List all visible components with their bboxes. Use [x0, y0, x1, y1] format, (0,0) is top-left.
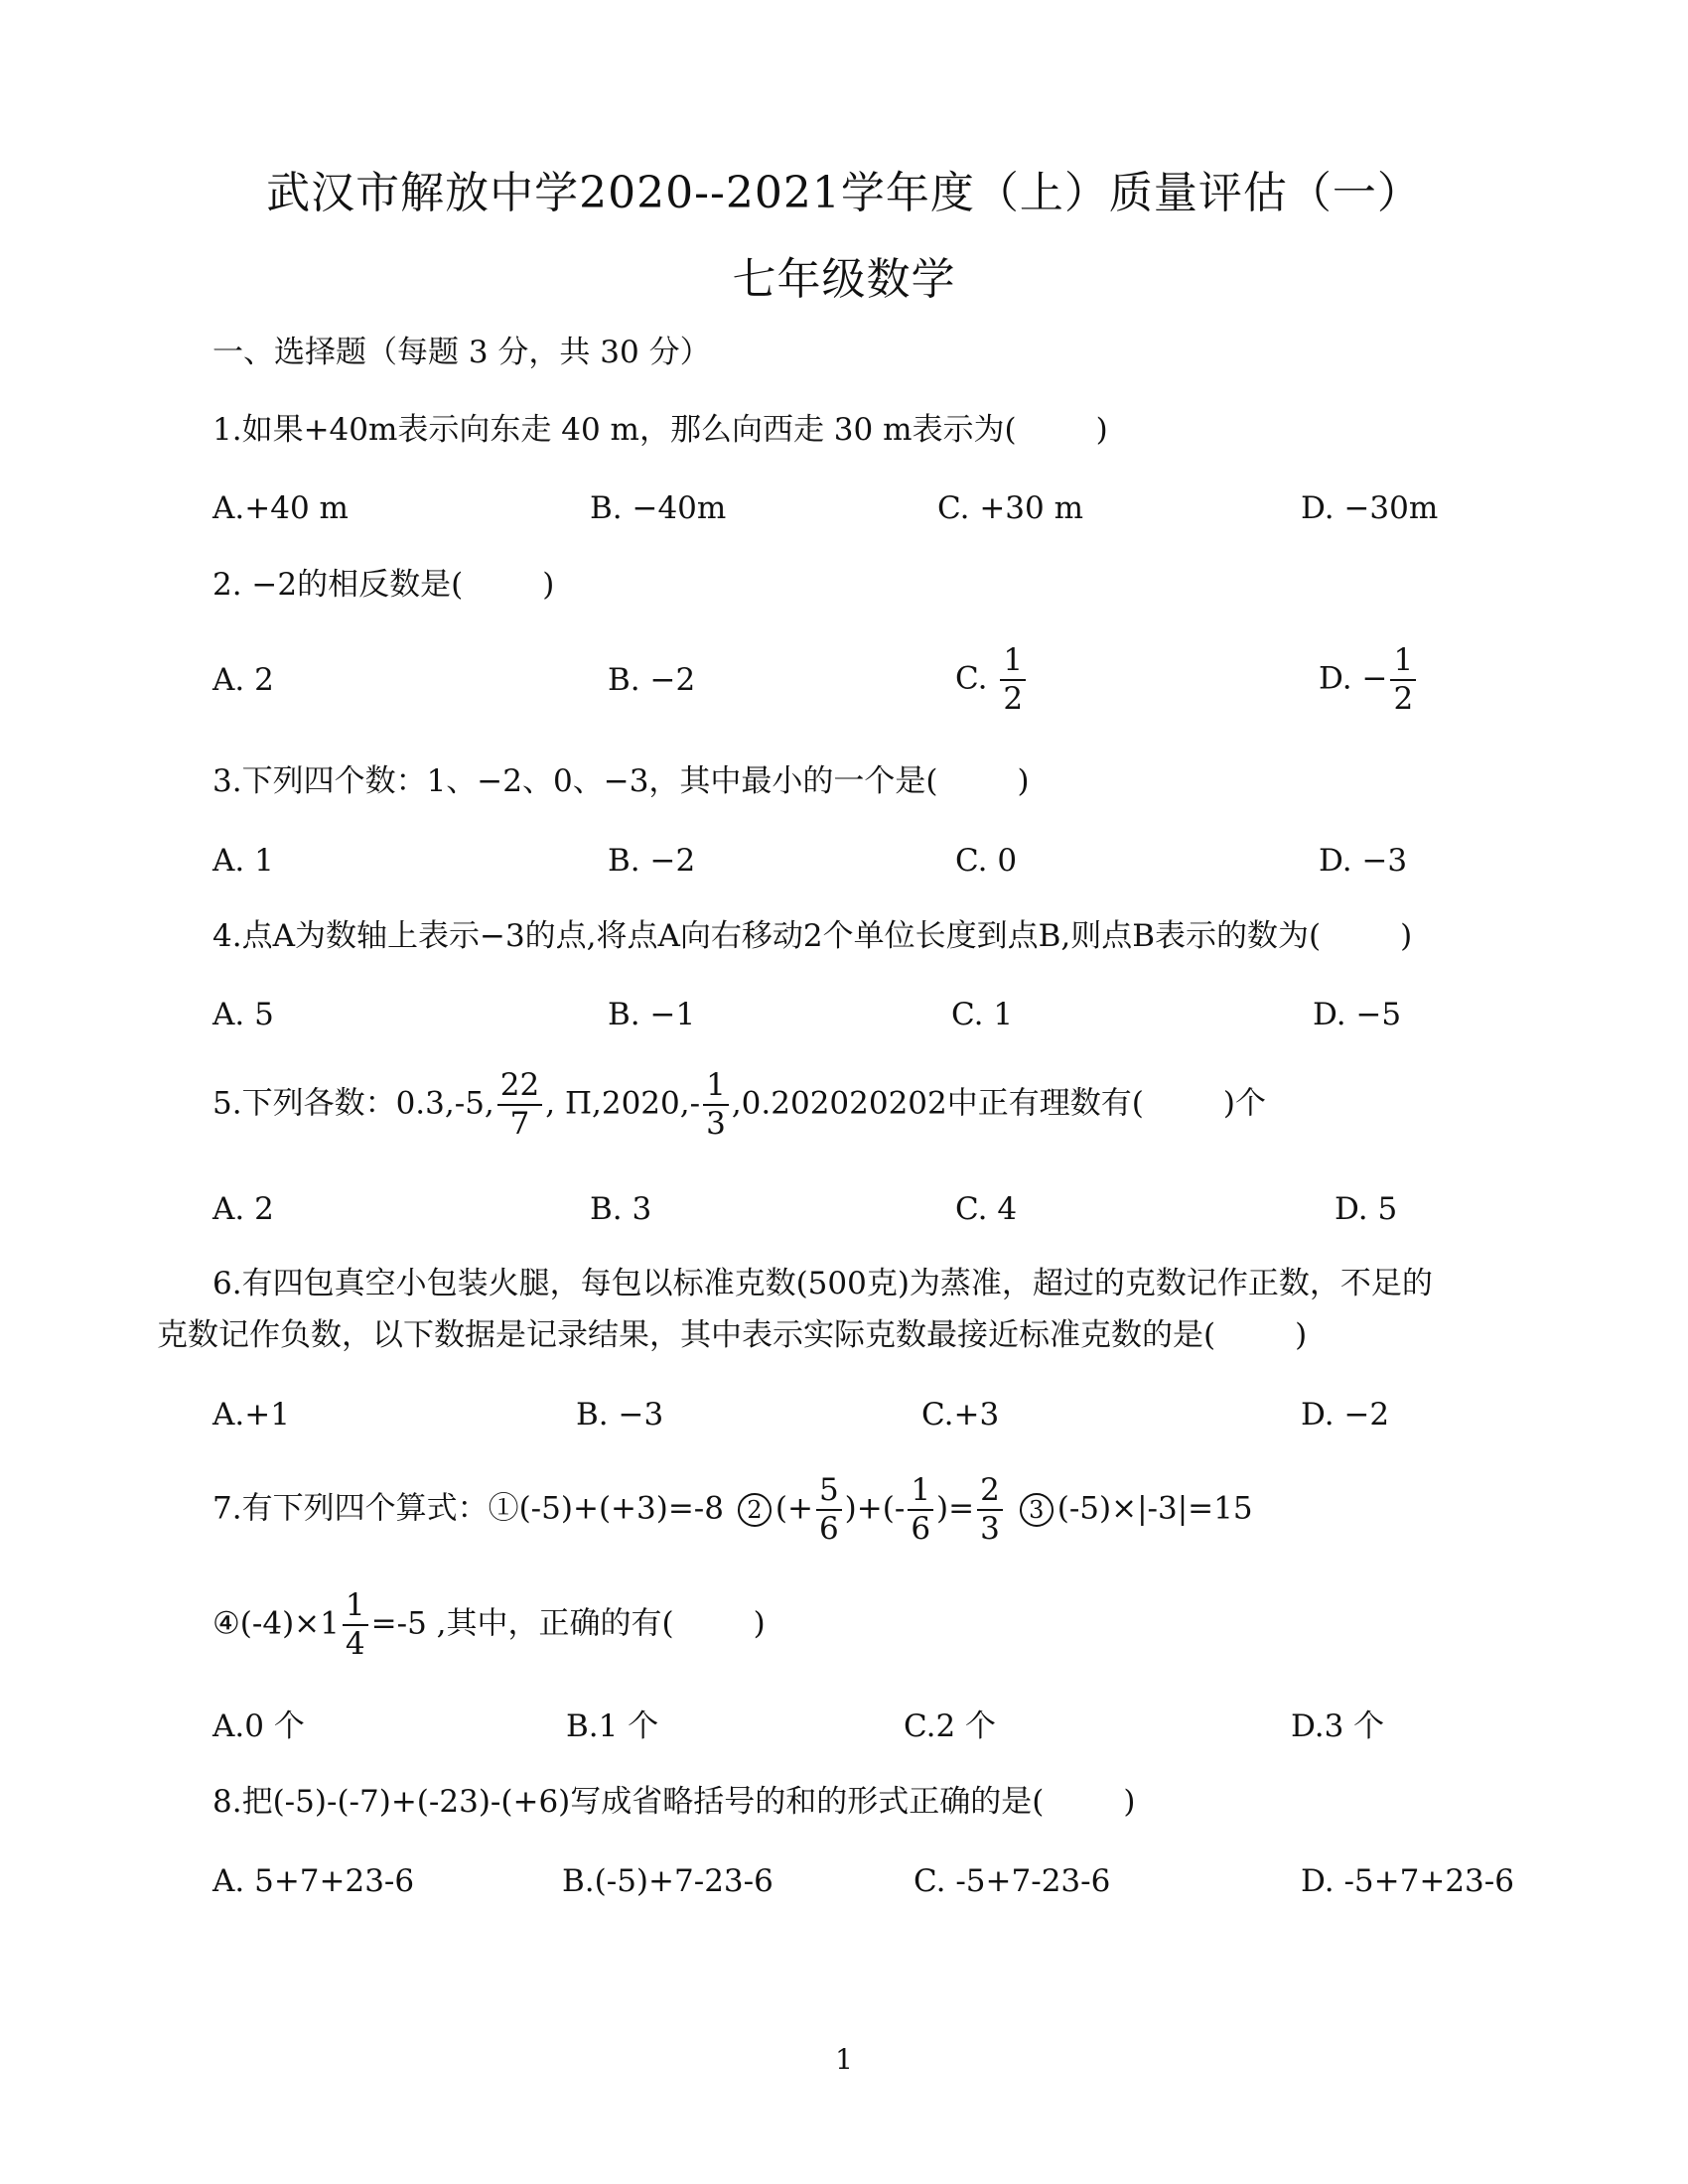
q1-option-d: D. −30m — [1301, 490, 1439, 526]
question-3: 3.下列四个数：1、−2、0、−3，其中最小的一个是( ) — [212, 763, 1030, 799]
fraction: $\frac{2}{3}$ — [977, 1475, 1003, 1545]
question-6-line-2: 克数记作负数，以下数据是记录结果，其中表示实际克数最接近标准克数的是( ) — [157, 1317, 1308, 1353]
question-8: 8.把(-5)-(-7)+(-23)-(+6)写成省略括号的和的形式正确的是( ) — [212, 1784, 1136, 1820]
question-7: 7.有下列四个算式：①(-5)+(+3)=-8 2 (+ $\frac{5}{6}$ )+(- $\frac{1}{6}$ )= $\frac{2}{3}$ 3 (-5)×|-3|=15 — [212, 1472, 1253, 1547]
question-5: 5.下列各数：0.3,-5, $\frac{22}{7}$ , Π,2020,- $\frac{1}{3}$ ,0.202020202中正有理数有( )个 — [212, 1067, 1266, 1142]
q8-option-c: C. -5+7-23-6 — [914, 1863, 1111, 1899]
page-number: 1 — [835, 2043, 853, 2076]
circled-number: 3 — [1020, 1493, 1054, 1527]
fraction: $\frac{1}{2}$ — [1000, 645, 1026, 715]
question-7-line-2: ④(-4)×1 $\frac{1}{4}$ =-5 ,其中，正确的有( ) — [212, 1587, 766, 1662]
q1-option-a: A.+40 m — [212, 490, 349, 526]
q3-option-d: D. −3 — [1319, 843, 1408, 879]
fraction: $\frac{1}{2}$ — [1390, 645, 1416, 715]
q2-option-b: B. −2 — [608, 662, 696, 698]
q7-option-b: B.1 个 — [566, 1708, 659, 1744]
q3-option-c: C. 0 — [955, 843, 1018, 879]
q7-option-d: D.3 个 — [1291, 1708, 1385, 1744]
circled-number: 2 — [738, 1493, 772, 1527]
q1-option-b: B. −40m — [590, 490, 727, 526]
q6-option-b: B. −3 — [576, 1397, 664, 1433]
q3-option-b: B. −2 — [608, 843, 696, 879]
q6-option-d: D. −2 — [1301, 1397, 1390, 1433]
q5-option-c: C. 4 — [955, 1191, 1018, 1227]
q8-option-d: D. -5+7+23-6 — [1301, 1863, 1514, 1899]
q2-option-d: D. − $\frac{1}{2}$ — [1319, 645, 1419, 715]
exam-subtitle: 七年级数学 — [732, 254, 956, 305]
q4-option-a: A. 5 — [212, 997, 274, 1032]
q2-option-c: C. $\frac{1}{2}$ — [955, 645, 1029, 715]
q1-option-c: C. +30 m — [937, 490, 1083, 526]
question-4: 4.点A为数轴上表示−3的点,将点A向右移动2个单位长度到点B,则点B表示的数为( ) — [212, 918, 1413, 954]
fraction: $\frac{1}{3}$ — [703, 1070, 729, 1140]
q8-option-b: B.(-5)+7-23-6 — [562, 1863, 774, 1899]
q7-option-c: C.2 个 — [904, 1708, 997, 1744]
q5-option-b: B. 3 — [590, 1191, 652, 1227]
q4-option-d: D. −5 — [1313, 997, 1402, 1032]
fraction: $\frac{1}{6}$ — [908, 1475, 933, 1545]
fraction: $\frac{1}{4}$ — [343, 1590, 368, 1660]
q3-option-a: A. 1 — [212, 843, 274, 879]
q7-option-a: A.0 个 — [212, 1708, 305, 1744]
q6-option-c: C.+3 — [921, 1397, 1000, 1433]
fraction: $\frac{22}{7}$ — [497, 1070, 542, 1140]
q8-option-a: A. 5+7+23-6 — [212, 1863, 415, 1899]
q4-option-b: B. −1 — [608, 997, 696, 1032]
question-1: 1.如果+40m表示向东走 40 m，那么向西走 30 m表示为( ) — [212, 412, 1108, 448]
section-heading: 一、选择题（每题 3 分，共 30 分） — [212, 335, 711, 370]
question-6-line-1: 6.有四包真空小包装火腿，每包以标准克数(500克)为蒸准，超过的克数记作正数，不足的 — [212, 1266, 1433, 1301]
q5-option-d: D. 5 — [1335, 1191, 1398, 1227]
fraction: $\frac{5}{6}$ — [816, 1475, 842, 1545]
exam-title: 武汉市解放中学2020--2021学年度（上）质量评估（一） — [266, 168, 1422, 218]
q2-option-a: A. 2 — [212, 662, 274, 698]
question-2: 2. −2的相反数是( ) — [212, 567, 555, 603]
q4-option-c: C. 1 — [951, 997, 1014, 1032]
q6-option-a: A.+1 — [212, 1397, 290, 1433]
q5-option-a: A. 2 — [212, 1191, 274, 1227]
